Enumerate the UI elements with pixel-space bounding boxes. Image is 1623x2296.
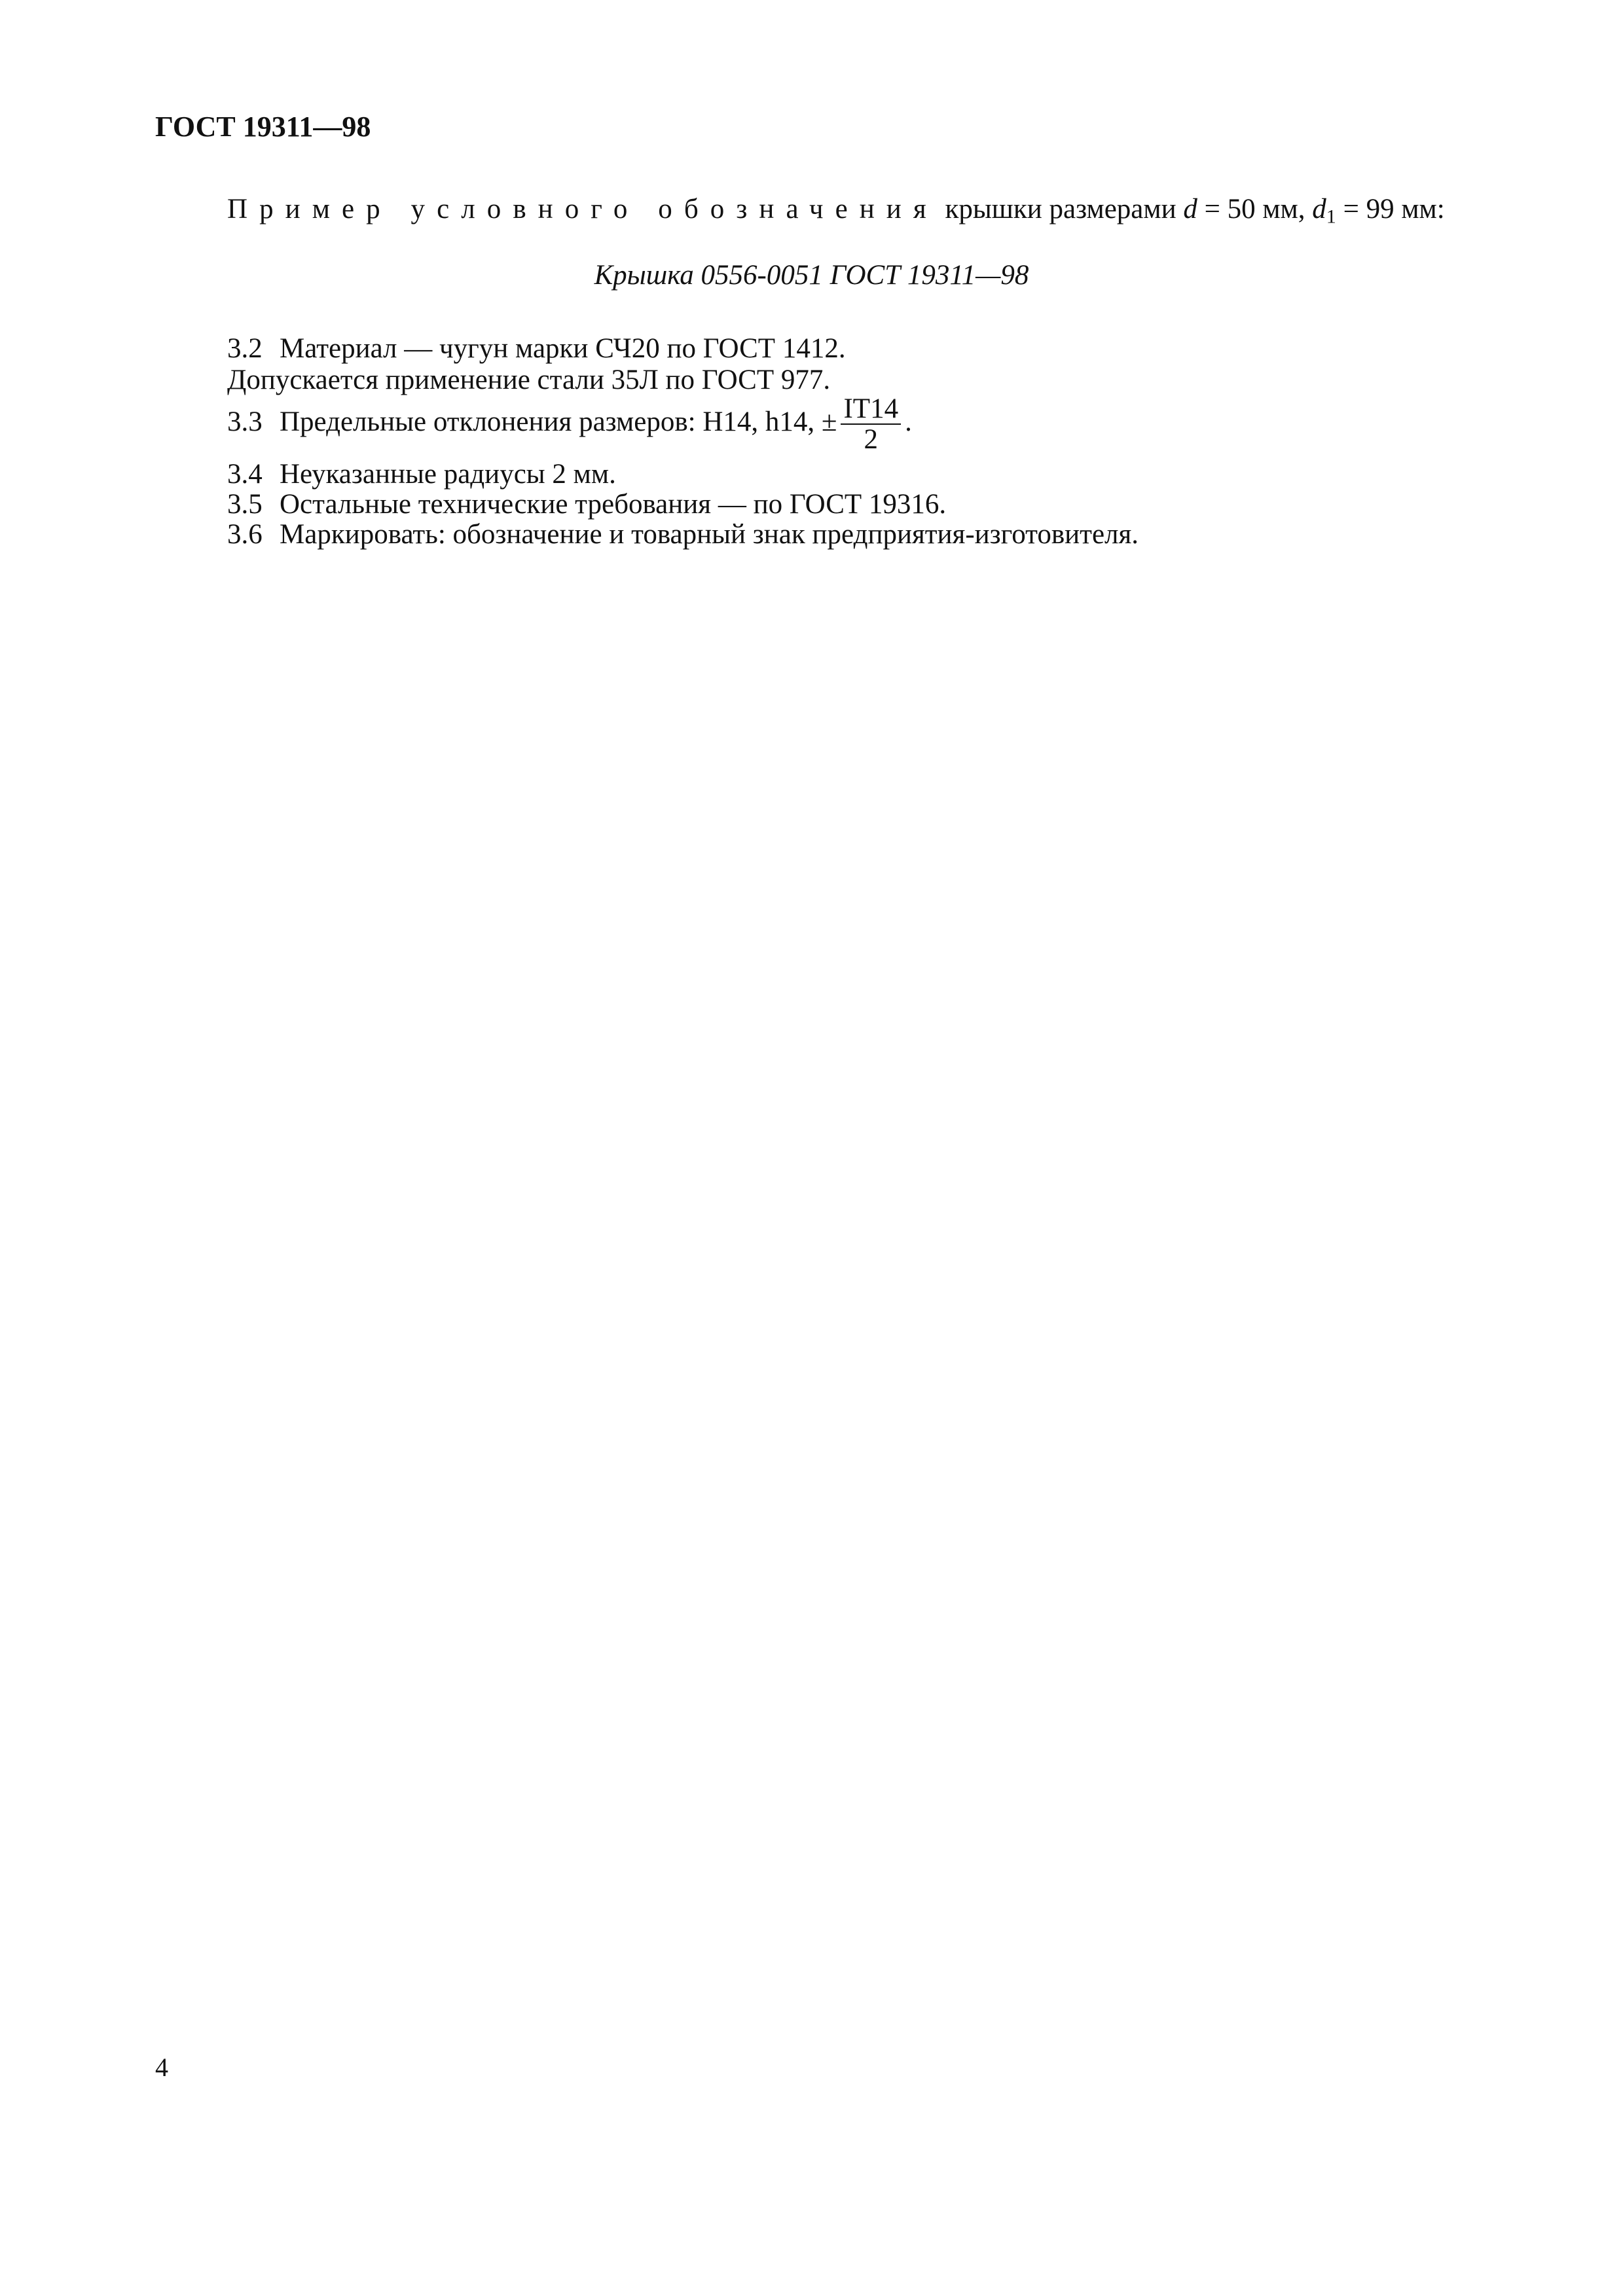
clause-number: 3.3	[227, 406, 263, 438]
clause-3-2-continuation: Допускается применение стали 35Л по ГОСТ 977.	[227, 365, 831, 395]
document-header: ГОСТ 19311—98	[155, 111, 371, 143]
designation-example: Крышка 0556-0051 ГОСТ 19311—98	[594, 260, 1029, 291]
example-text-2: = 50 мм,	[1197, 194, 1313, 224]
clause-number: 3.5	[227, 489, 263, 520]
fraction-numerator: IT14	[841, 394, 901, 425]
example-text-3: = 99 мм:	[1336, 194, 1445, 224]
clause-3-4	[227, 458, 616, 490]
clause-3-2	[227, 332, 846, 365]
clause-3-6	[227, 518, 1139, 550]
clause-text: Предельные отклонения размеров: H14, h14, ±	[280, 406, 837, 438]
clause-3-3	[227, 394, 912, 454]
clause-text: Маркировать: обозначение и товарный знак предприятия-изготовителя.	[280, 519, 1139, 550]
clause-text: Неуказанные радиусы 2 мм.	[280, 459, 616, 490]
clause-number: 3.2	[227, 333, 263, 364]
example-text-1: крышки размерами	[938, 194, 1184, 224]
tolerance-fraction	[841, 394, 901, 454]
clause-tail: .	[905, 406, 912, 438]
fraction-denominator: 2	[864, 424, 879, 456]
clause-text: Материал — чугун марки СЧ20 по ГОСТ 1412.	[280, 333, 846, 364]
page-number: 4	[155, 2053, 168, 2082]
clause-text: Остальные технические требования — по ГОСТ 19316.	[280, 489, 947, 520]
clause-number: 3.6	[227, 519, 263, 550]
d1-symbol: d	[1312, 194, 1326, 224]
clause-number: 3.4	[227, 459, 263, 490]
d-symbol: d	[1183, 194, 1197, 224]
d1-subscript: 1	[1326, 205, 1336, 228]
clause-3-5	[227, 488, 946, 520]
designation-example-line	[227, 193, 1445, 228]
example-heading: Пример условного обозначения	[227, 194, 938, 224]
